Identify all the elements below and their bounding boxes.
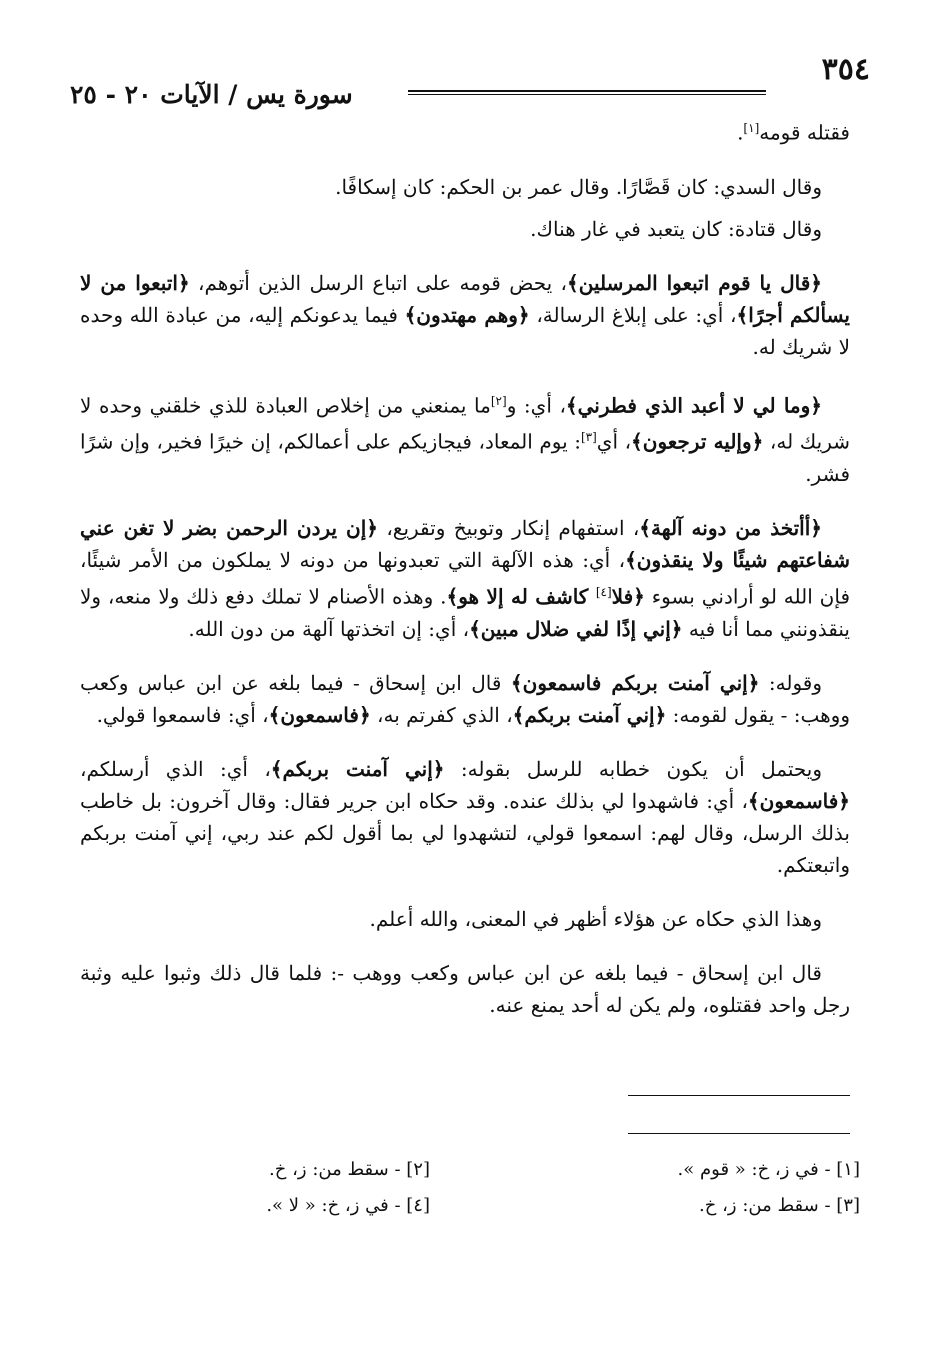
text-run: : يوم المعاد، فيجازيكم على أعمالكم، إن خيرًا فخير، وإن شرًا فشر. (80, 429, 850, 486)
quran-quote: ﴿إني آمنت بربكم﴾ (270, 756, 445, 781)
paragraph (80, 512, 850, 645)
footnote-ref: [٤] (595, 584, 612, 599)
quran-quote: ﴿وإليه ترجعون﴾ (631, 429, 764, 454)
text-run: ، أي: فاشهدوا لي بذلك عنده. وقد حكاه ابن جرير فقال: وقال آخرون: بل خاطب بذلك الرسل، وقال لهم: اسمعوا قولي، لتشهدوا لي بما أقول لكم عند ربي، إني آمنت بربكم واتبعتكم. (80, 788, 850, 877)
quran-quote: كاشف له إلا هو﴾ (446, 584, 596, 609)
page-number: ٣٥٤ (821, 52, 870, 87)
quran-quote: ﴿إني إذًا لفي ضلال مبين﴾ (469, 616, 683, 641)
text-run: وقال قتادة: كان يتعبد في غار هناك. (530, 216, 822, 241)
text-run: فيما يدعونكم إليه، من عبادة الله وحده لا شريك له. (80, 302, 850, 359)
footnote-ref: [٣] (580, 430, 597, 445)
paragraph (80, 753, 850, 881)
quran-quote: ﴿فاسمعون﴾ (747, 788, 850, 813)
paragraph (80, 957, 850, 1021)
text-run: وهذا الذي حكاه عن هؤلاء أظهر في المعنى، والله أعلم. (369, 906, 822, 931)
paragraph (80, 213, 850, 245)
text-run: ، أي: على إبلاغ الرسالة، (529, 302, 737, 327)
text-run: ، استفهام إنكار وتوبيخ وتقريع، (378, 515, 640, 540)
text-run: ، أي: الذي أرسلكم، (80, 756, 271, 781)
quran-quote: ﴿وما لي لا أعبد الذي فطرني﴾ (565, 393, 823, 418)
text-run: ، أي: هذه الآلهة التي تعبدونها من دونه لا يملكون من الأمر شيئًا، فإن الله لو أرادني بسوء (80, 547, 851, 609)
quran-quote: ﴿أأتخذ من دونه آلهة﴾ (639, 515, 822, 540)
text-run: . وهذه الأصنام لا تملك دفع ذلك ولا منعه، ولا ينقذونني مما أنا فيه (80, 584, 850, 641)
quran-quote: ﴿إن يردن الرحمن بضر لا تغن عني شفاعتهم شيئًا ولا ينقذون﴾ (80, 515, 850, 572)
text-run: ، أي: فاسمعوا قولي. (96, 702, 269, 727)
text-run: ، يحض قومه على اتباع الرسل الذين أتوهم، (189, 270, 568, 295)
footnote-separator (628, 1133, 850, 1134)
text-run: وقوله: (759, 670, 822, 695)
paragraph (80, 171, 850, 203)
text-run: ما يمنعني من إخلاص العبادة للذي خلقني وحده لا شريك له، (80, 393, 850, 454)
footnote-2: [٢] - سقط من: ز، خ. (269, 1159, 430, 1180)
paragraph (80, 903, 850, 935)
paragraph (80, 267, 850, 363)
paragraph (80, 112, 850, 149)
footnote-ref: [٢] (490, 393, 507, 408)
text-run: قال ابن إسحاق - فيما بلغه عن ابن عباس وكعب ووهب: - يقول لقومه: (80, 670, 850, 727)
paragraph (80, 385, 850, 490)
text-run: قال ابن إسحاق - فيما بلغه عن ابن عباس وكعب ووهب -: فلما قال ذلك وثبوا عليه وثبة رجل واحد فقتلوه، ولم يكن له أحد يمنع عنه. (80, 960, 850, 1017)
text-run: ويحتمل أن يكون خطابه للرسل بقوله: (444, 756, 822, 781)
footnotes-left-column (110, 1152, 430, 1224)
text-run: ، أي (596, 429, 632, 454)
quran-quote: ﴿فاسمعون﴾ (268, 702, 371, 727)
text-run: ، الذي كفرتم به، (370, 702, 513, 727)
page-header (40, 52, 870, 112)
footnote-4: [٤] - في ز، خ: « لا ». (266, 1195, 430, 1216)
quran-quote: ﴿فلا (611, 584, 645, 609)
body-text (80, 112, 850, 1043)
footnote-3: [٣] - سقط من: ز، خ. (699, 1195, 860, 1216)
quran-quote: ﴿إني آمنت بربكم فاسمعون﴾ (510, 670, 760, 695)
text-run: فقتله قومه (759, 120, 850, 145)
running-title: سورة يس / الآيات ٢٠ - ٢٥ (70, 80, 353, 109)
footnote-separator (628, 1095, 850, 1096)
text-run: ، أي: إن اتخذتها آلهة من دون الله. (188, 616, 470, 641)
footnote-1: [١] - في ز، خ: « قوم ». (677, 1159, 860, 1180)
text-run: . (737, 120, 744, 145)
quran-quote: ﴿وهم مهتدون﴾ (404, 302, 530, 327)
quran-quote: ﴿إني آمنت بربكم﴾ (512, 702, 667, 727)
footnotes-right-column (540, 1152, 860, 1224)
text-run: وقال السدي: كان قَصَّارًا. وقال عمر بن الحكم: كان إسكافًا. (335, 174, 822, 199)
quran-quote: ﴿قال يا قوم اتبعوا المرسلين﴾ (567, 270, 823, 295)
quran-quote: ﴿اتبعوا من لا يسألكم أجرًا﴾ (80, 270, 850, 327)
footnote-ref: [١] (743, 121, 760, 135)
paragraph (80, 667, 850, 731)
text-run: ، أي: و (506, 393, 566, 418)
header-rule (408, 90, 766, 95)
